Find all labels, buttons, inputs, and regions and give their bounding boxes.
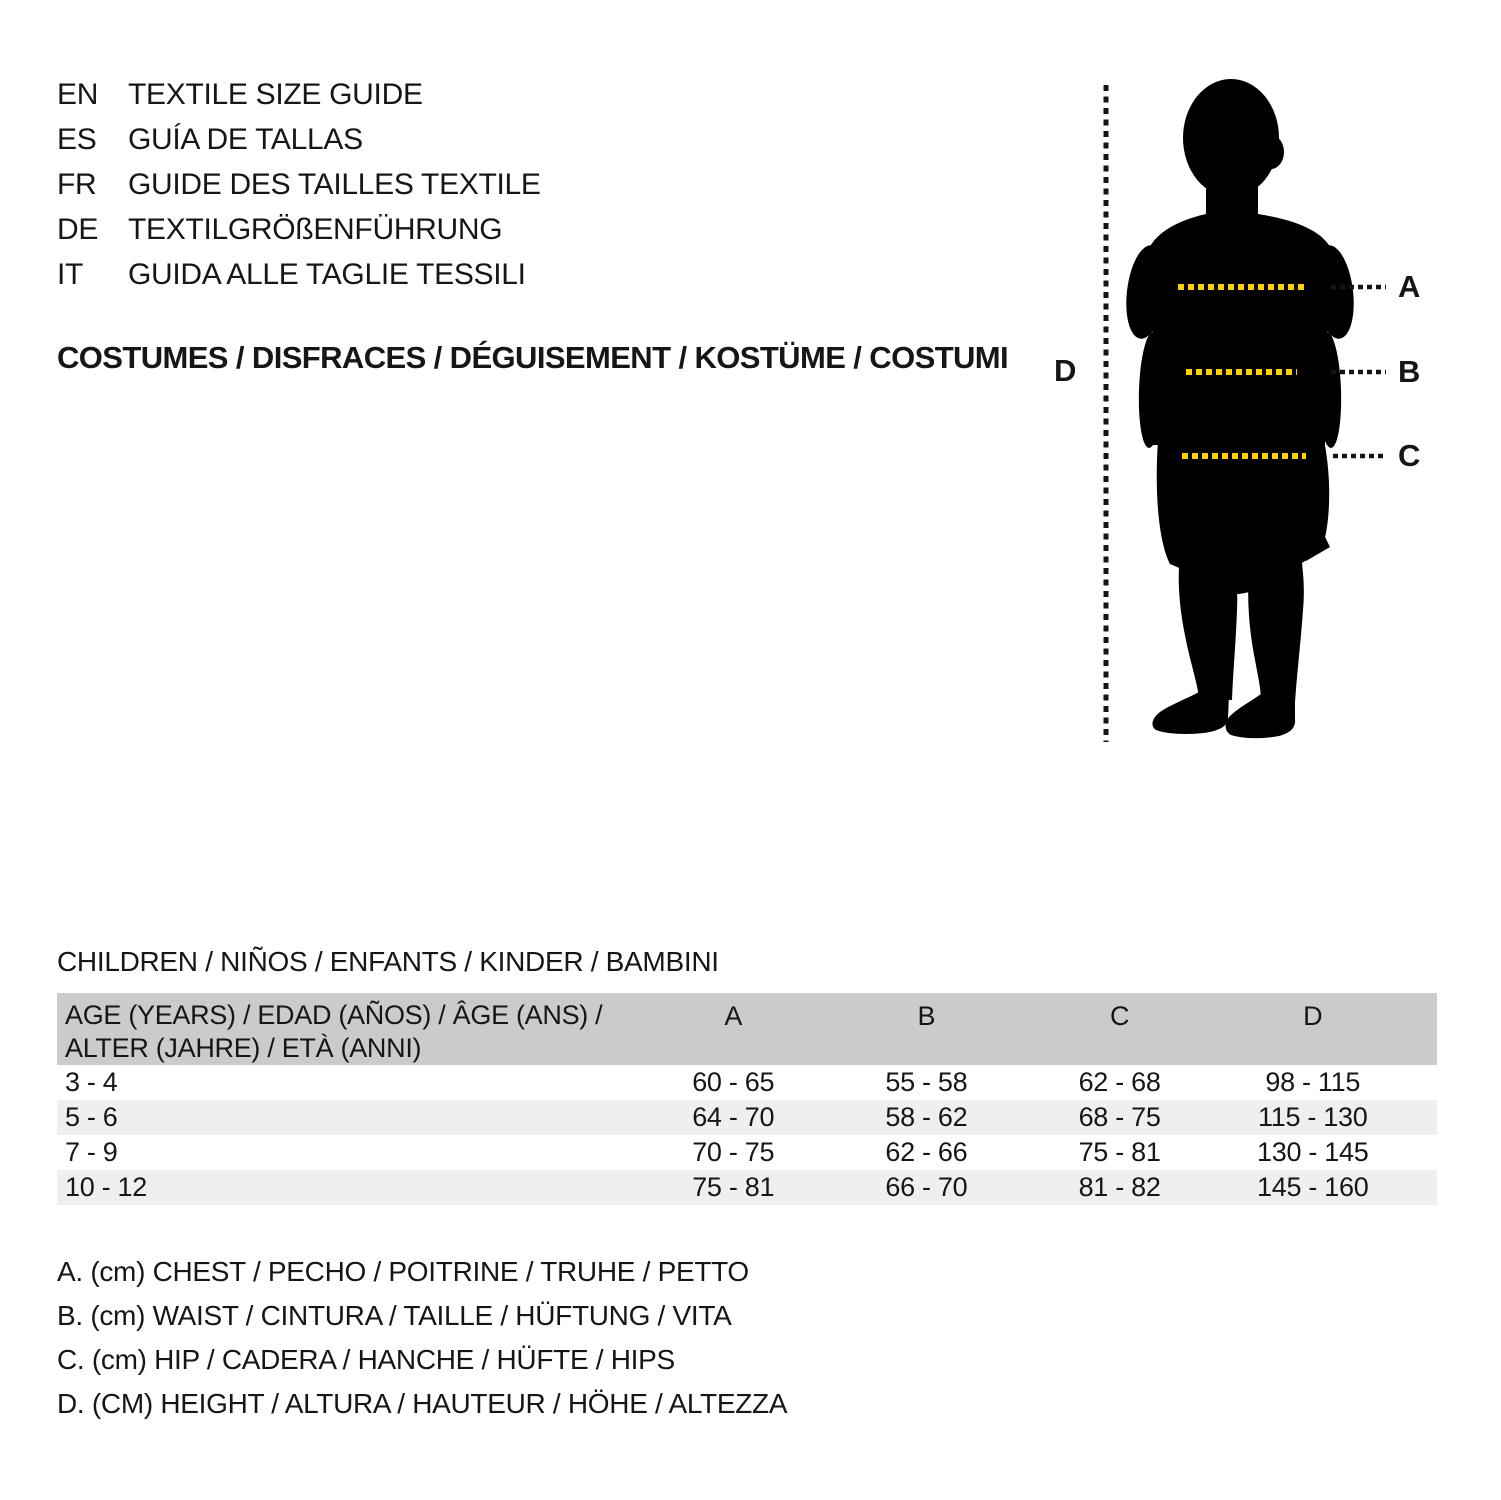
cell-age: 10 - 12 — [65, 1172, 147, 1202]
legend-item-waist: B. (cm) WAIST / CINTURA / TAILLE / HÜFTUNG / VITA — [57, 1300, 732, 1331]
language-row — [57, 117, 541, 162]
language-label: GUÍA DE TALLAS — [128, 123, 363, 156]
cell-age: 5 - 6 — [65, 1102, 118, 1132]
column-header-c: C — [1109, 1001, 1130, 1031]
measure-label-hip: C — [1398, 438, 1421, 473]
language-row — [57, 207, 541, 252]
language-code: DE — [57, 213, 99, 246]
legend-item-hip: C. (cm) HIP / CADERA / HANCHE / HÜFTE / HIPS — [57, 1344, 675, 1375]
language-row — [57, 162, 541, 207]
legend-item-chest: A. (cm) CHEST / PECHO / POITRINE / TRUHE / PETTO — [57, 1256, 749, 1287]
cell-height: 98 - 115 — [1265, 1067, 1361, 1097]
cell-hip: 75 - 81 — [1078, 1137, 1161, 1167]
cell-age: 3 - 4 — [65, 1067, 118, 1097]
table-section-title: CHILDREN / NIÑOS / ENFANTS / KINDER / BAMBINI — [57, 946, 719, 977]
cell-height: 145 - 160 — [1257, 1172, 1369, 1202]
column-header-age-line1: AGE (YEARS) / EDAD (AÑOS) / ÂGE (ANS) / — [65, 1000, 603, 1030]
language-code: ES — [57, 123, 97, 156]
language-code: FR — [57, 168, 97, 201]
language-row — [57, 72, 541, 117]
cell-chest: 75 - 81 — [692, 1172, 775, 1202]
cell-waist: 66 - 70 — [885, 1172, 968, 1202]
column-header-b: B — [917, 1001, 936, 1031]
child-silhouette — [1121, 79, 1358, 738]
cell-waist: 55 - 58 — [885, 1067, 968, 1097]
cell-hip: 81 - 82 — [1078, 1172, 1161, 1202]
cell-waist: 62 - 66 — [885, 1137, 968, 1167]
table-row — [57, 1065, 1437, 1100]
child-silhouette-figure — [1030, 64, 1450, 764]
language-code: EN — [57, 78, 99, 111]
language-label: TEXTILE SIZE GUIDE — [128, 78, 423, 111]
measure-label-waist: B — [1398, 354, 1421, 389]
table-row — [57, 1170, 1437, 1205]
cell-hip: 68 - 75 — [1078, 1102, 1161, 1132]
language-label: GUIDA ALLE TAGLIE TESSILI — [128, 258, 526, 291]
language-row — [57, 252, 541, 297]
measurement-legend — [57, 1250, 787, 1426]
category-title: COSTUMES / DISFRACES / DÉGUISEMENT / KOSTÜME / COSTUMI — [57, 340, 1009, 375]
language-label: GUIDE DES TAILLES TEXTILE — [128, 168, 541, 201]
measure-label-height: D — [1054, 353, 1077, 388]
column-header-age-line2: ALTER (JAHRE) / ETÀ (ANNI) — [65, 1033, 422, 1063]
legend-item-height: D. (CM) HEIGHT / ALTURA / HAUTEUR / HÖHE / ALTEZZA — [57, 1388, 788, 1419]
size-table — [57, 993, 1437, 1205]
cell-chest: 70 - 75 — [692, 1137, 775, 1167]
column-header-d: D — [1303, 1001, 1323, 1031]
cell-chest: 60 - 65 — [692, 1067, 775, 1097]
column-header-age — [57, 999, 637, 1065]
table-row — [57, 1135, 1437, 1170]
cell-height: 115 - 130 — [1258, 1102, 1368, 1132]
cell-height: 130 - 145 — [1257, 1137, 1369, 1167]
cell-chest: 64 - 70 — [692, 1102, 775, 1132]
table-row — [57, 1100, 1437, 1135]
language-title-list — [57, 72, 541, 297]
language-code: IT — [57, 258, 84, 291]
column-header-a: A — [724, 1001, 743, 1031]
cell-waist: 58 - 62 — [885, 1102, 968, 1132]
cell-hip: 62 - 68 — [1078, 1067, 1161, 1097]
cell-age: 7 - 9 — [65, 1137, 118, 1167]
language-label: TEXTILGRÖßENFÜHRUNG — [128, 213, 503, 246]
measure-label-chest: A — [1398, 269, 1421, 304]
table-header-row — [57, 993, 1437, 1065]
